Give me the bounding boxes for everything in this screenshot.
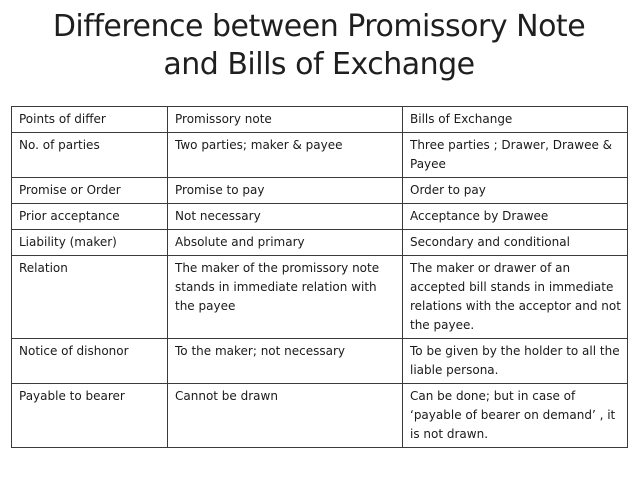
row-bill-cell: Order to pay [403,178,628,204]
row-bill-cell: To be given by the holder to all the liable persona. [403,339,628,384]
row-promissory-cell: Promise to pay [168,178,403,204]
row-promissory-cell: Absolute and primary [168,230,403,256]
row-promissory-cell: To the maker; not necessary [168,339,403,384]
title-line-1: Difference between Promissory Note [52,9,586,44]
row-bill-cell: The maker or drawer of an accepted bill stands in immediate relations with the acceptor and not the payee. [403,256,628,339]
header-bills-of-exchange: Bills of Exchange [403,107,628,133]
table-row [12,384,628,448]
row-point-cell: Liability (maker) [12,230,168,256]
row-promissory-cell: The maker of the promissory note stands in immediate relation with the payee [168,256,403,339]
table-row [12,256,628,339]
table-row [12,204,628,230]
row-promissory-cell: Cannot be drawn [168,384,403,448]
row-point-cell: Notice of dishonor [12,339,168,384]
row-point-cell: Prior acceptance [12,204,168,230]
row-promissory-cell: Not necessary [168,204,403,230]
table-row [12,339,628,384]
row-bill-cell: Can be done; but in case of ‘payable of bearer on demand’ , it is not drawn. [403,384,628,448]
row-point-cell: Relation [12,256,168,339]
row-point-cell: Payable to bearer [12,384,168,448]
comparison-table [11,106,628,448]
table-row [12,178,628,204]
row-bill-cell: Three parties ; Drawer, Drawee & Payee [403,133,628,178]
title-line-2: and Bills of Exchange [163,47,475,82]
row-point-cell: No. of parties [12,133,168,178]
slide-title [0,8,638,84]
row-point-cell: Promise or Order [12,178,168,204]
row-bill-cell: Acceptance by Drawee [403,204,628,230]
table-row [12,133,628,178]
row-bill-cell: Secondary and conditional [403,230,628,256]
table-row [12,230,628,256]
header-points-of-differ: Points of differ [12,107,168,133]
row-promissory-cell: Two parties; maker & payee [168,133,403,178]
table-header-row [12,107,628,133]
header-promissory-note: Promissory note [168,107,403,133]
